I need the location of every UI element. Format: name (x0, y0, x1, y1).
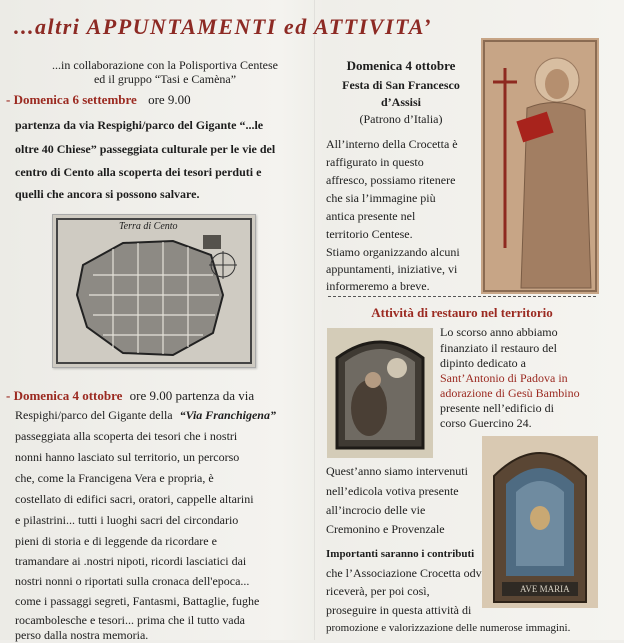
painting-drawing (327, 328, 433, 458)
collab-line-2: ed il gruppo “Tasi e Camèna” (93, 72, 237, 86)
event2-line: e pilastrini... tutti i luoghi sacri del circondario (15, 513, 239, 527)
santantonio-painting-image (327, 328, 433, 458)
edicola-votiva-image (482, 436, 598, 608)
event2-line: rocambolesche e tesori... prima che il tutto vada (15, 613, 245, 627)
section-divider (328, 296, 596, 297)
event1-line: centro di Cento alla scoperta dei tesori perduti e (15, 165, 262, 179)
event1-date: Domenica 6 settembre (13, 92, 137, 107)
edicola-line: nell’edicola votiva presente (326, 484, 459, 498)
event2-line: che, come la Francigena Vera e propria, è (15, 471, 214, 485)
event1-line: oltre 40 Chiese” passeggiata culturale per le vie del (15, 142, 276, 156)
page-fold (314, 0, 315, 640)
restauro-painting-title-1: Sant’Antonio di Padova in (440, 371, 568, 385)
event2-line: come i passaggi segreti, Fantasmi, Battaglie, fughe (15, 594, 260, 608)
event2-line2 (15, 408, 276, 423)
fresco-text-line: affresco, possiamo ritenere (326, 173, 456, 187)
restauro-painting-title-2: adorazione di Gesù Bambino (440, 386, 580, 400)
restauro-line: finanziato il restauro del (440, 341, 557, 355)
fresco-text-line: All’interno della Crocetta è (326, 137, 458, 151)
fresco-text-line: informeremo a breve. (326, 279, 430, 293)
fresco-drawing (481, 38, 599, 294)
niche-label: AVE MARIA (520, 584, 570, 594)
fresco-text-line: appuntamenti, iniziative, vi (326, 262, 458, 276)
event1-header (6, 92, 191, 107)
cento-map-image (52, 214, 256, 368)
event2-bullet: - (6, 388, 11, 403)
event1-line: partenza da via Respighi/parco del Gigante “...le (15, 118, 264, 132)
edicola-line: Quest’anno siamo intervenuti (326, 464, 468, 478)
francesco-feast: Festa di San Francesco (342, 78, 460, 92)
event2-line: perso dalla nostra memoria. (15, 628, 149, 642)
event2-header (6, 388, 254, 403)
san-francesco-fresco-image (481, 38, 599, 294)
event2-line: nostri nonni o riportati sulla cronaca dell'epoca... (15, 574, 250, 588)
restauro-line: corso Guercino 24. (440, 416, 532, 430)
cento-map-drawing (53, 215, 255, 367)
event2-line: pieni di storia e di leggende da ricordare e (15, 534, 217, 548)
closing-line: proseguire in questa attività di (326, 603, 472, 617)
closing-line: promozione e valorizzazione delle numerose immagini. (326, 622, 571, 634)
event1-line: quelli che ancora si possono salvare. (15, 187, 200, 201)
restauro-line: dipinto dedicato a (440, 356, 526, 370)
francesco-patron: (Patrono d’Italia) (359, 112, 443, 126)
event2-route-title: “Via Franchigena” (179, 408, 276, 422)
closing-line: riceverà, per poi così, (326, 584, 430, 598)
event2-line: passeggiata alla scoperta dei tesori che i nostri (15, 429, 238, 443)
fresco-text-line: che sia l’immagine più (326, 191, 436, 205)
edicola-line: Cremonino e Provenzale (326, 522, 445, 536)
closing-line: che l’Associazione Crocetta odv (326, 566, 482, 580)
event2-line2-pre: Respighi/parco del Gigante della (15, 408, 173, 422)
restauro-line: presente nell’edificio di (440, 401, 554, 415)
contributi-bold: Importanti saranno i contributi (326, 548, 475, 560)
restauro-heading: Attività di restauro nel territorio (371, 305, 553, 320)
event2-line: nonni hanno lasciato sul territorio, un percorso (15, 450, 240, 464)
collab-line-1: ...in collaborazione con la Polisportiva Centese (52, 58, 278, 72)
page-title: ...altri APPUNTAMENTI ed ATTIVITA’ (14, 14, 433, 39)
event2-line: costellato di edifici sacri, oratori, cappelle altarini (15, 492, 254, 506)
francesco-place: d’Assisi (380, 95, 421, 109)
restauro-line: Lo scorso anno abbiamo (440, 325, 558, 339)
francesco-date: Domenica 4 ottobre (346, 58, 456, 73)
fresco-text-line: raffigurato in questo (326, 155, 424, 169)
fresco-text-line: Stiamo organizzando alcuni (326, 245, 460, 259)
event2-line: tramandare ai .nostri nipoti, ricordi lasciatici dai (15, 554, 247, 568)
fresco-text-line: territorio Centese. (326, 227, 413, 241)
event1-time: ore 9.00 (148, 92, 191, 107)
event1-bullet: - (6, 92, 11, 107)
event2-line1-rest: ore 9.00 partenza da via (129, 388, 255, 403)
edicola-line: all’incrocio delle vie (326, 503, 426, 517)
event2-date: Domenica 4 ottobre (13, 388, 123, 403)
map-caption: Terra di Cento (119, 221, 178, 232)
fresco-text-line: antica presente nel (326, 209, 416, 223)
